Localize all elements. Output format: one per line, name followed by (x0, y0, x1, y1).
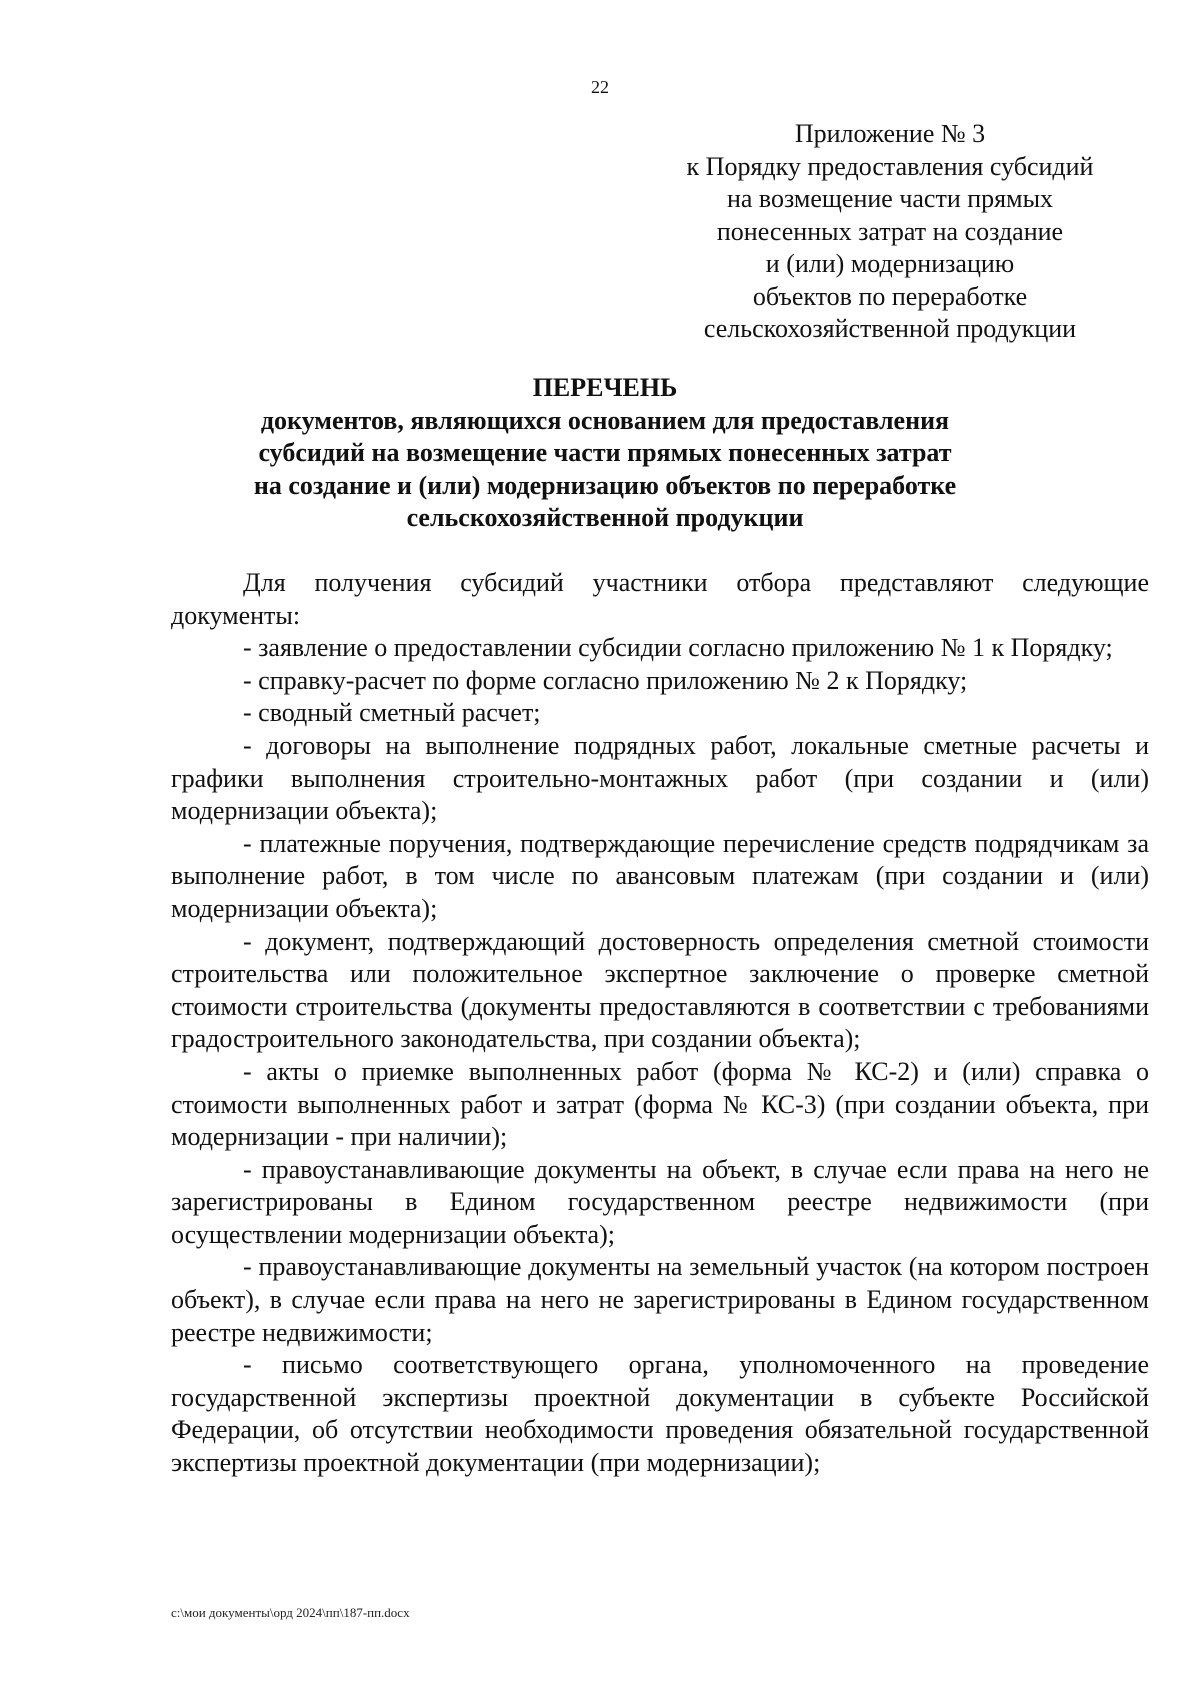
list-item: - платежные поручения, подтверждающие перечисление средств подрядчикам за выполнение работ, в том числе по авансовым платежам (при создании и (или) модернизации объекта); (171, 828, 1149, 923)
title-subtitle-line: субсидий на возмещение части прямых понесенных затрат (258, 438, 952, 467)
appendix-line: к Порядку предоставления субсидий (686, 151, 1094, 181)
list-item: - договоры на выполнение подрядных работ, локальные сметные расчеты и графики выполнения строительно-монтажных работ (при создании и (или) модернизации объекта); (171, 730, 1149, 826)
list-item: - акты о приемке выполненных работ (форма № КС-2) и (или) справка о стоимости выполненных работ и затрат (форма № КС-3) (при создании объекта, при модернизации - при наличии); (171, 1056, 1149, 1152)
list-item: - заявление о предоставлении субсидии согласно приложению № 1 к Порядку; (243, 633, 1113, 663)
appendix-header (660, 118, 1120, 346)
appendix-line: объектов по переработке (752, 281, 1028, 311)
list-item: - правоустанавливающие документы на объект, в случае если права на него не зарегистрированы в Едином государственном реестре недвижимости (при осуществлении модернизации объекта); (171, 1154, 1149, 1249)
page-number: 22 (591, 77, 609, 97)
appendix-line: понесенных затрат на создание (716, 216, 1064, 246)
footer-file-path: c:\мои документы\орд 2024\пп\187-пп.docx (171, 1605, 410, 1620)
appendix-line: Приложение № 3 (794, 119, 986, 148)
title-heading: ПЕРЕЧЕНЬ (532, 373, 678, 402)
appendix-line: и (или) модернизацию (765, 249, 1015, 278)
title-subtitle-line: сельскохозяйственной продукции (406, 503, 804, 532)
list-item: - сводный сметный расчет; (243, 698, 541, 728)
document-title (160, 372, 1050, 535)
list-item: - правоустанавливающие документы на земельный участок (на котором построен объект), в случае если права на него не зарегистрированы в Едином государственном реестре недвижимости; (171, 1252, 1149, 1347)
document-body (171, 567, 1149, 1480)
list-item: - письмо соответствующего органа, уполномоченного на проведение государственной экспертизы проектной документации в субъекте Российской Федерации, об отсутствии необходимости проведения обязательной государственной экспертизы проектной документации (при модернизации); (171, 1350, 1149, 1478)
title-subtitle-line: на создание и (или) модернизацию объектов по переработке (253, 470, 957, 500)
appendix-line: сельскохозяйственной продукции (703, 314, 1077, 343)
body-paragraph-intro: Для получения субсидий участники отбора представляют следующие документы: (171, 568, 1149, 630)
list-item: - справку-расчет по форме согласно приложению № 2 к Порядку; (243, 665, 968, 695)
appendix-line: на возмещение части прямых (726, 184, 1054, 213)
title-subtitle-line: документов, являющихся основанием для предоставления (260, 405, 950, 435)
list-item: - документ, подтверждающий достоверность определения сметной стоимости строительства или положительное экспертное заключение о проверке сметной стоимости строительства (документы предоставляются в соответствии с требованиями градостроительного законодательства, при создании объекта); (171, 926, 1149, 1054)
